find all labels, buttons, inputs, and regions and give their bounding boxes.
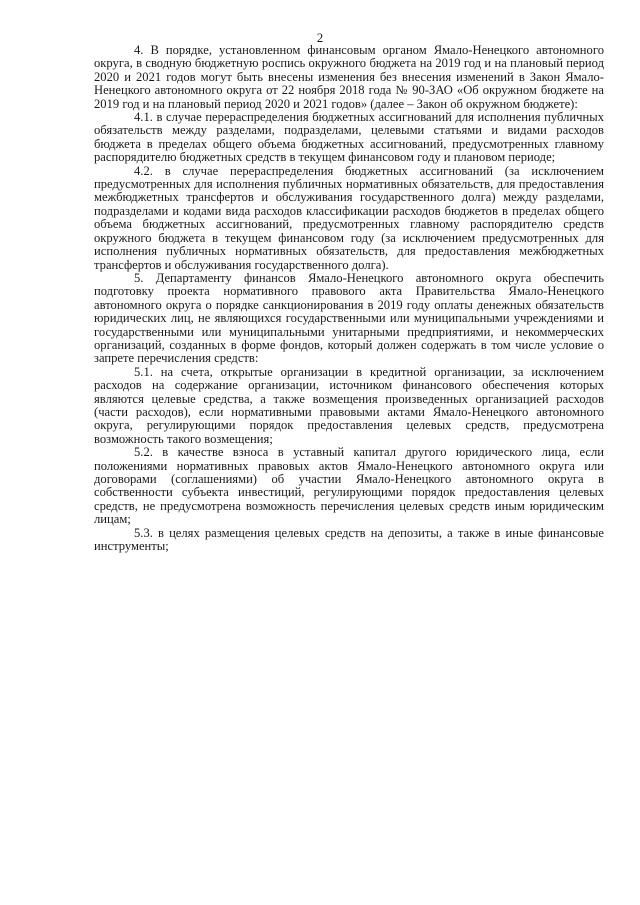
paragraph-5: 5. Департаменту финансов Ямало-Ненецкого автономного округа обеспечить подготовку проекта нормативного правового акта Правительства Ямало-Ненецкого автономного округа о порядке санкционирования в 2019 году оплаты денежных обязательств юридических лиц, не являющихся государственными или муниципальными учреждениями и государственными или муниципальными унитарными предприятиями, и некоммерческих организаций, созданных в форме фондов, который должен содержать в том числе условие о запрете перечисления средств:: [94, 270, 604, 366]
paragraph-5-1: 5.1. на счета, открытые организации в кредитной организации, за исключением расходов на содержание организации, источником финансового обеспечения которых являются целевые средства, а также возмещения произведенных организацией расходов (части расходов), если нормативными правовыми актами Ямало-Ненецкого автономного округа, регулирующими порядок предоставления целевых средств, предусмотрена возможность такого возмещения;: [94, 364, 604, 446]
paragraph-4-1: 4.1. в случае перераспределения бюджетных ассигнований для исполнения публичных обязательств между разделами, подразделами, целевыми статьями и видами расходов бюджета в пределах общего объема бюджетных ассигнований, предусмотренных главному распорядителю бюджетных средств в текущем финансовом году и плановом периоде;: [94, 110, 604, 165]
document-body: [94, 44, 604, 553]
paragraph-4: 4. В порядке, установленном финансовым органом Ямало-Ненецкого автономного округа, в сводную бюджетную роспись окружного бюджета на 2019 год и на плановый период 2020 и 2021 годов могут быть внесены изменения без внесения изменений в Закон Ямало-Ненецкого автономного округа от 22 ноября 2018 года № 90-ЗАО «Об окружном бюджете на 2019 год и на плановый период 2020 и 2021 годов» (далее – Закон об окружном бюджете):: [94, 43, 604, 111]
paragraph-5-3: 5.3. в целях размещения целевых средств на депозиты, а также в иные финансовые инструменты;: [94, 525, 604, 554]
paragraph-5-2: 5.2. в качестве взноса в уставный капитал другого юридического лица, если положениями нормативных правовых актов Ямало-Ненецкого автономного округа или договорами (соглашениями) об участии Ямало-Ненецкого автономного округа в собственности субъекта инвестиций, регулирующими порядок предоставления целевых средств, не предусмотрена возможность перечисления целевых средств иным юридическим лицам;: [94, 445, 604, 527]
page-number: 2: [316, 30, 324, 45]
paragraph-4-2: 4.2. в случае перераспределения бюджетных ассигнований (за исключением предусмотренных для исполнения публичных нормативных обязательств, для предоставления межбюджетных трансфертов и обслуживания государственного долга) между разделами, подразделами и кодами вида расходов классификации расходов бюджетов в пределах общего объема бюджетных ассигнований, предусмотренных главному распорядителю средств окружного бюджета в текущем финансовом году (за исключением предусмотренных для исполнения публичных нормативных обязательств, для предоставления межбюджетных трансфертов и обслуживания государственного долга).: [94, 163, 604, 272]
